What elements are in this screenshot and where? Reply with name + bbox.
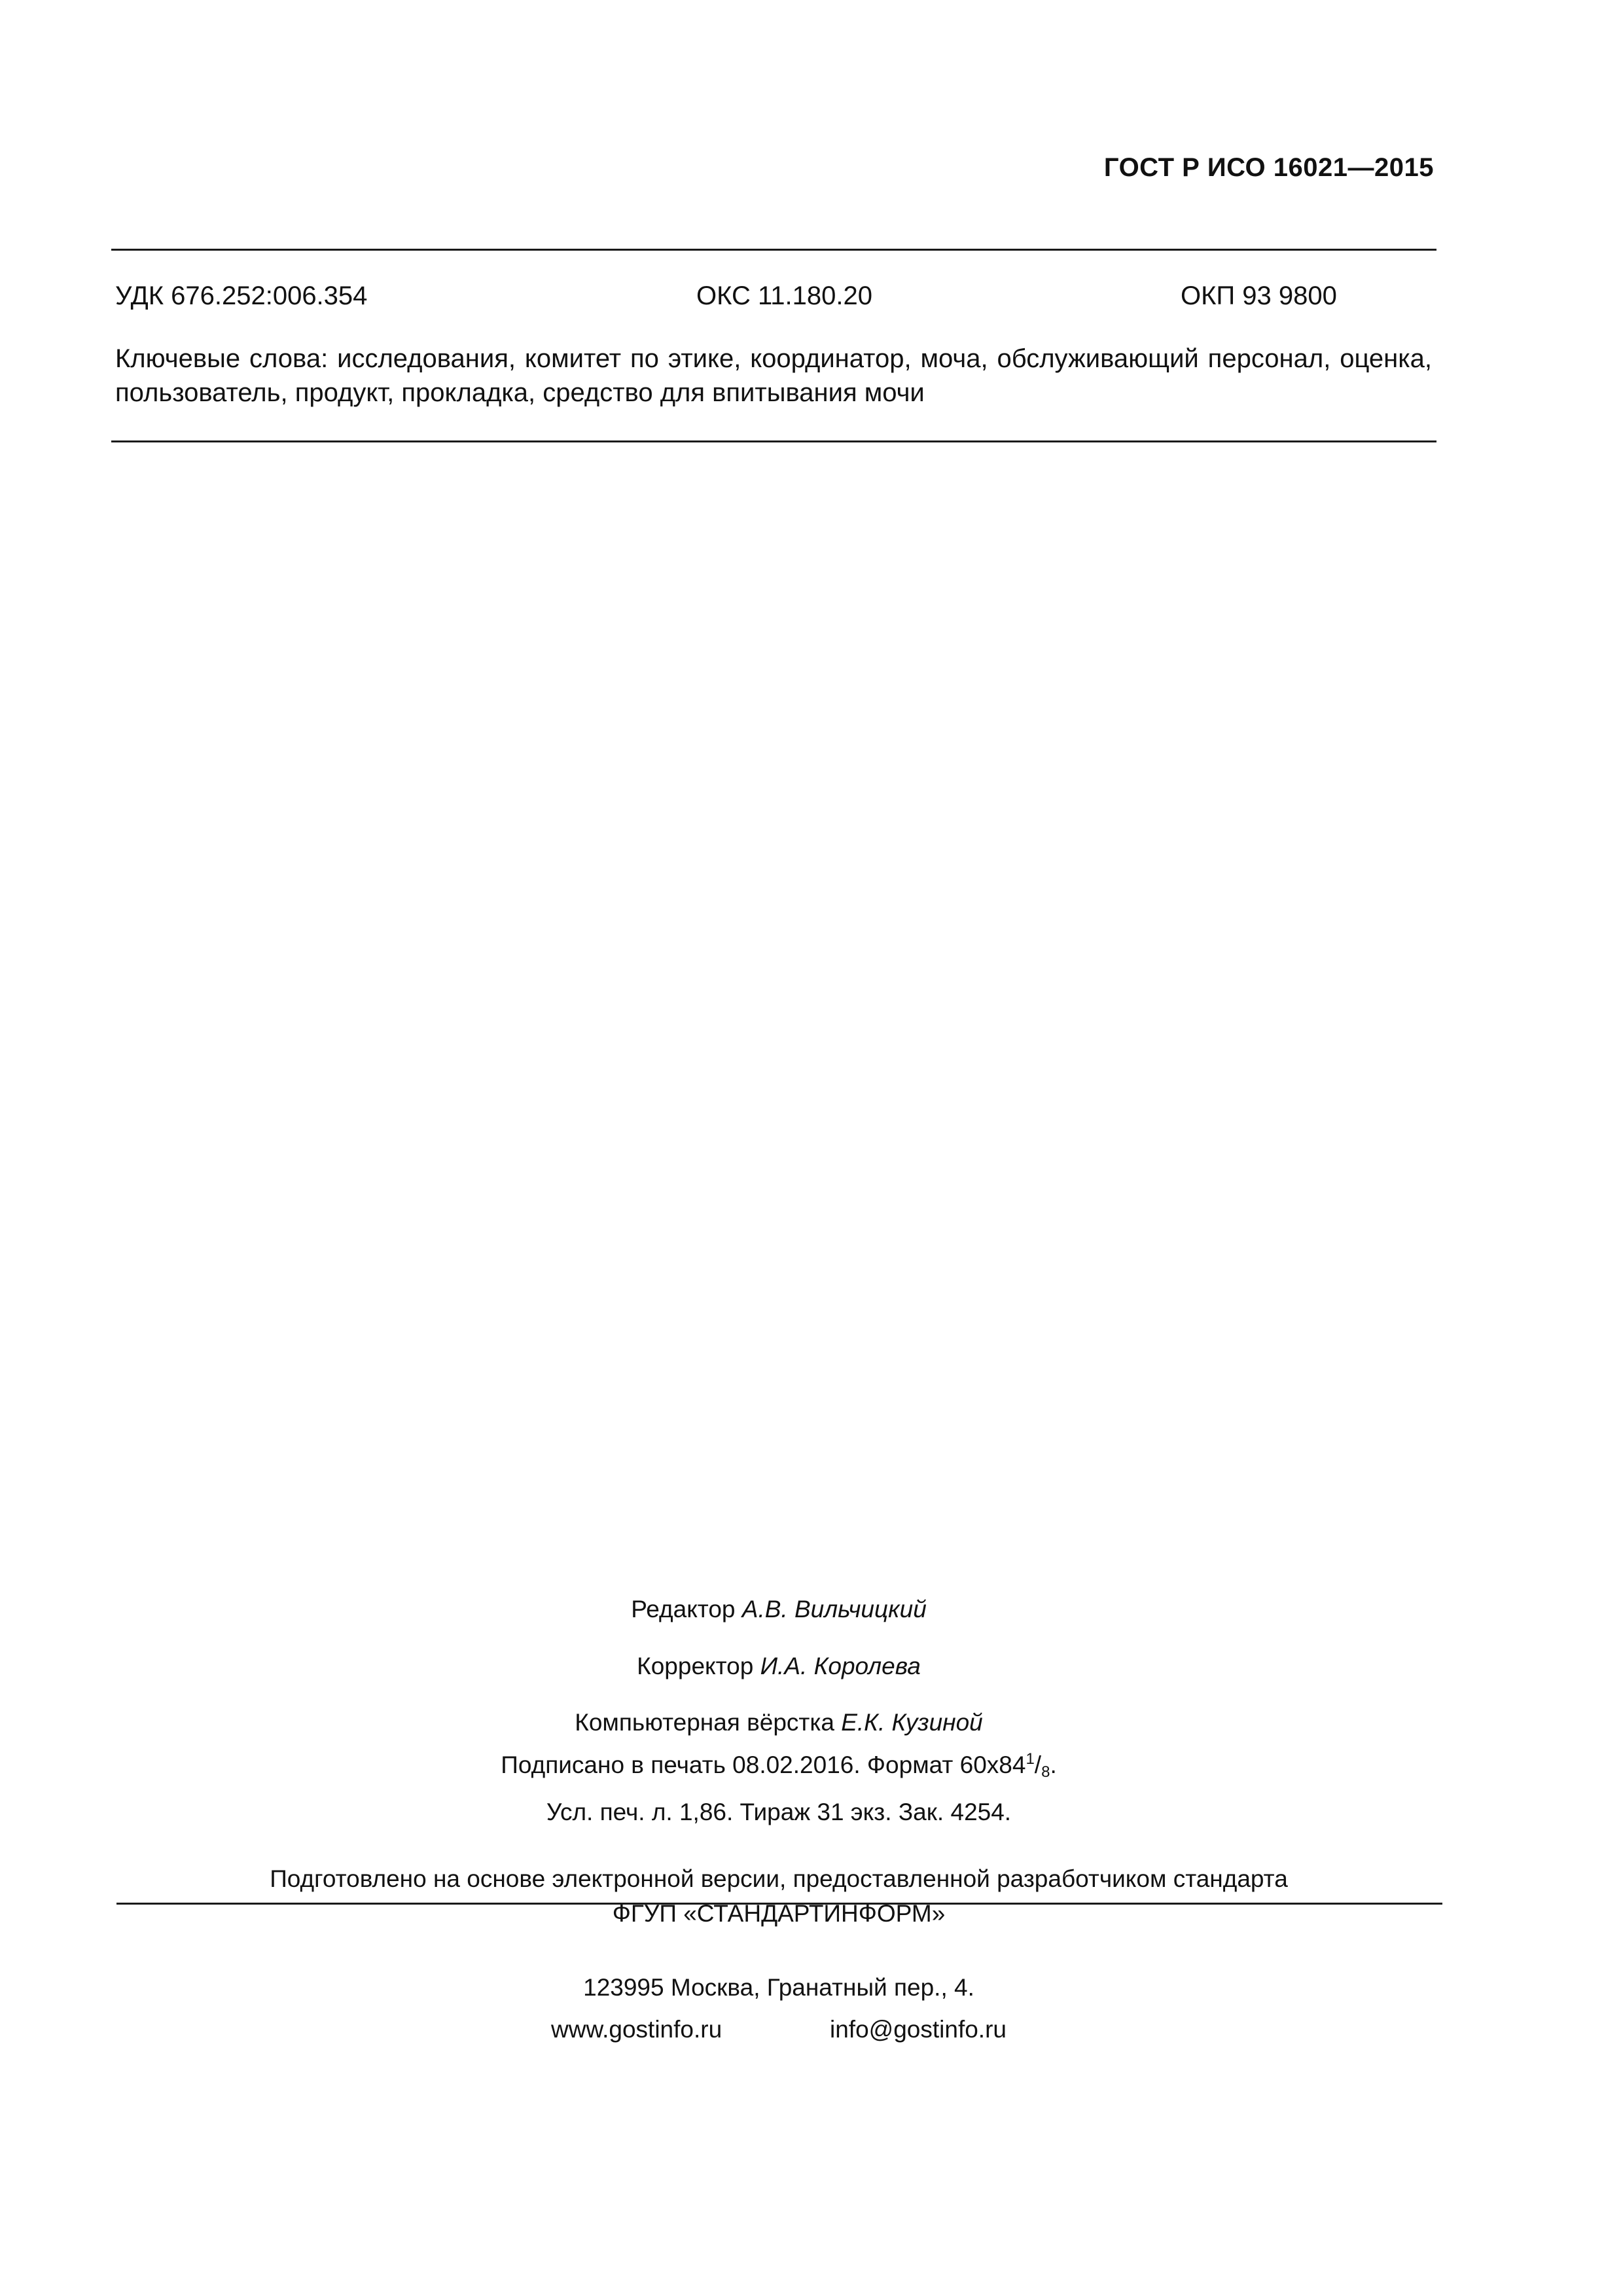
editor-label: Редактор xyxy=(631,1596,736,1623)
keywords-divider xyxy=(111,440,1436,442)
format-slash: / xyxy=(1034,1751,1042,1778)
oks-code: ОКС 11.180.20 xyxy=(696,281,872,310)
print-details: Усл. печ. л. 1,86. Тираж 31 экз. Зак. 4254. xyxy=(546,1799,1012,1825)
email-link[interactable]: info@gostinfo.ru xyxy=(830,2016,1007,2043)
layout-label: Компьютерная вёрстка xyxy=(575,1709,834,1736)
keywords-paragraph: Ключевые слова: исследования, комитет по этике, координатор, моча, обслуживающий персонал, оценка, пользователь, продукт, прокладка, средство для впитывания мочи xyxy=(115,344,1432,407)
publisher-name: ФГУП «СТАНДАРТИНФОРМ» xyxy=(612,1900,946,1927)
editor-line xyxy=(0,1596,1558,1623)
prepared-note: Подготовлено на основе электронной версии, предоставленной разработчиком стандарта xyxy=(270,1865,1288,1892)
udk-code: УДК 676.252:006.354 xyxy=(115,281,368,310)
okp-code: ОКП 93 9800 xyxy=(1181,281,1337,310)
layout-line xyxy=(0,1709,1558,1736)
format-numerator: 1 xyxy=(1026,1750,1035,1768)
top-divider xyxy=(111,249,1436,251)
signed-text: Подписано в печать 08.02.2016. Формат 60х84 xyxy=(501,1751,1026,1778)
corrector-name: И.А. Королева xyxy=(760,1653,921,1679)
format-end: . xyxy=(1050,1751,1057,1778)
publisher-address: 123995 Москва, Гранатный пер., 4. xyxy=(583,1974,974,2001)
format-denominator: 8 xyxy=(1041,1763,1050,1781)
signed-line xyxy=(0,1750,1558,1782)
corrector-label: Корректор xyxy=(637,1653,754,1679)
editor-name: А.В. Вильчицкий xyxy=(741,1596,927,1623)
standard-number: ГОСТ Р ИСО 16021—2015 xyxy=(1103,153,1434,182)
layout-name: Е.К. Кузиной xyxy=(841,1709,983,1736)
corrector-line xyxy=(0,1653,1558,1680)
website-link[interactable]: www.gostinfo.ru xyxy=(551,2016,722,2043)
